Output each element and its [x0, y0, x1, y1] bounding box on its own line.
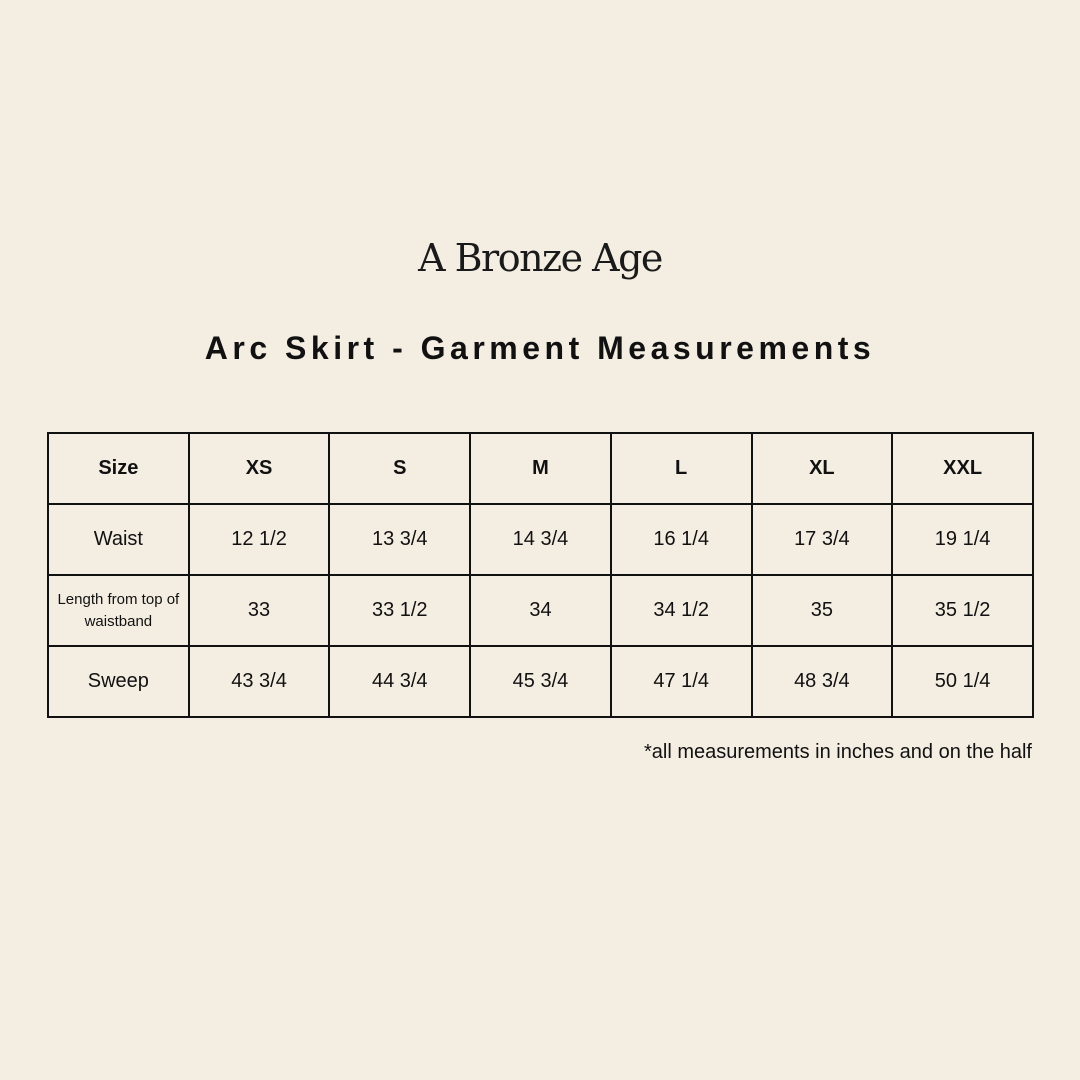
row-label-waist: Waist [48, 504, 189, 575]
table-header-row [48, 433, 1033, 504]
measurements-table [47, 432, 1034, 718]
table-cell: 50 1/4 [892, 646, 1033, 717]
table-cell: 43 3/4 [189, 646, 330, 717]
table-cell: 33 [189, 575, 330, 646]
table-cell: 35 [752, 575, 893, 646]
table-cell: 34 1/2 [611, 575, 752, 646]
table-row-sweep [48, 646, 1033, 717]
table-cell: 33 1/2 [329, 575, 470, 646]
table-cell: 13 3/4 [329, 504, 470, 575]
header-cell-xxl: XXL [892, 433, 1033, 504]
row-label-sweep: Sweep [48, 646, 189, 717]
table-cell: 17 3/4 [752, 504, 893, 575]
table-cell: 35 1/2 [892, 575, 1033, 646]
brand-logo: A Bronze Age [418, 236, 662, 280]
table-cell: 16 1/4 [611, 504, 752, 575]
footnote: *all measurements in inches and on the half [643, 741, 1032, 763]
table-cell: 12 1/2 [189, 504, 330, 575]
table-row-length [48, 575, 1033, 646]
header-cell-s: S [329, 433, 470, 504]
table-cell: 44 3/4 [329, 646, 470, 717]
table-cell: 48 3/4 [752, 646, 893, 717]
header-cell-xl: XL [752, 433, 893, 504]
header-cell-xs: XS [189, 433, 330, 504]
row-label-length: Length from top of waistband [48, 575, 189, 646]
table-cell: 34 [470, 575, 611, 646]
table-row-waist [48, 504, 1033, 575]
header-cell-l: L [611, 433, 752, 504]
page-title: Arc Skirt - Garment Measurements [204, 330, 876, 366]
table-cell: 45 3/4 [470, 646, 611, 717]
header-cell-m: M [470, 433, 611, 504]
table-cell: 19 1/4 [892, 504, 1033, 575]
table-cell: 14 3/4 [470, 504, 611, 575]
header-cell-size: Size [48, 433, 189, 504]
table-cell: 47 1/4 [611, 646, 752, 717]
